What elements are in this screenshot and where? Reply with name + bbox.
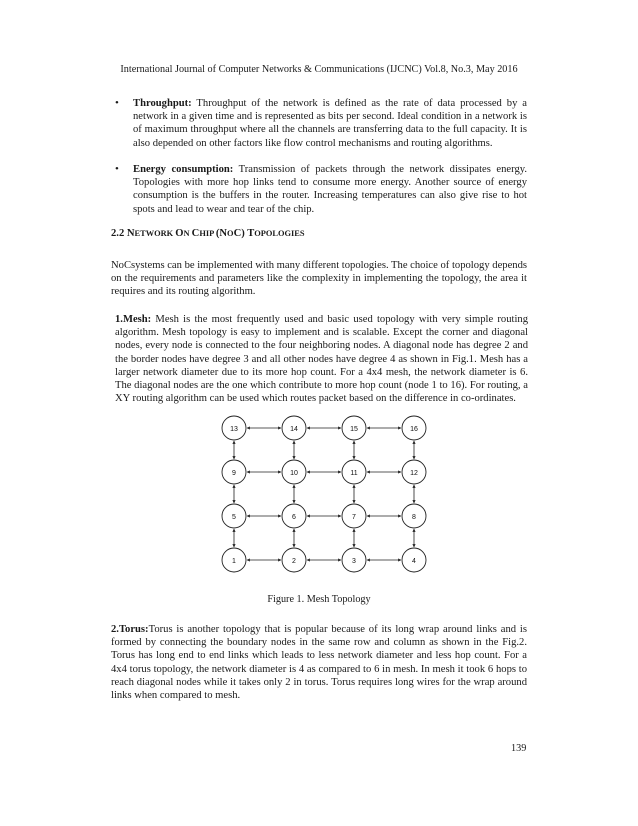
intro-paragraph: NoCsystems can be implemented with many different topologies. The choice of topology depends on the requirements and parameters like the complexity in implementing the topology, the area it requires and its routing algorithm. <box>111 260 527 298</box>
mesh-node-label: 11 <box>350 470 358 477</box>
mesh-node <box>402 460 426 484</box>
mesh-node-label: 14 <box>290 426 298 433</box>
heading-cap: C <box>191 228 200 239</box>
journal-header: International Journal of Computer Networks & Communications (IJCNC) Vol.8, No.3, May 2016 <box>120 64 518 75</box>
mesh-node <box>282 460 306 484</box>
energy-bullet <box>133 163 527 216</box>
mesh-node-label: 9 <box>232 470 236 477</box>
heading-cap: (N <box>215 228 228 239</box>
figure-caption: Figure 1. Mesh Topology <box>267 594 371 605</box>
mesh-text: Mesh is the most frequently used and basic used topology with very simple routing algorithm. Mesh topology is easy to implement and is scalable. Except the corner and diagonal nodes, every node is connected to the four neighboring nodes. A diagonal node has degree 2 and the border nodes have degree 3 and all other nodes have degree 4 as shown in Fig.1. Mesh has a larger network diameter due to its more hop count. For a 4x4 mesh, the network diameter is 6. The diagonal nodes are the one which contribute to more hop count (node 1 to 16). For routing, a XY routing algorithm can be used which routes packet based on the difference in co-ordinates. <box>115 314 528 405</box>
torus-text: Torus is another topology that is popular because of its long wrap around links and is formed by connecting the boundary nodes in the same row and column as shown in the Fig.2. Torus has long end to end links which leads to less network diameter and less hop count. For a 4x4 torus topology, the network diameter is 4 as compared to 6 in mesh. In mesh it took 6 hops to reach diagonal nodes while it takes only 2 in torus. Torus requires long wires for the wrap around links when compared to mesh. <box>111 624 527 702</box>
heading-cap: T <box>247 228 255 239</box>
mesh-node-label: 13 <box>230 426 238 433</box>
mesh-topology-diagram <box>216 413 436 578</box>
heading-cap: N <box>126 228 135 239</box>
mesh-node-label: 4 <box>412 558 416 565</box>
section-number: 2.2 <box>111 228 127 239</box>
bullet-text: Throughput of the network is defined as the rate of data processed by a network in a given time and is represented as bits per second. Ideal condition in a network is of maximum throughput where all the channels are transferring data to the full capacity. It is also depended on other factors like flow control mechanisms and routing algorithms. <box>133 98 527 149</box>
torus-paragraph <box>111 623 527 702</box>
bullet-text: Transmission of packets through the network dissipates energy. Topologies with more hop links tend to consume more energy. Another source of energy consumption is the buffers in the router. Increasing temperatures can also give rise to hot spots and lead to wear and tear of the chip. <box>133 164 527 215</box>
bullet-term: Throughput: <box>133 98 192 109</box>
mesh-node-label: 2 <box>292 558 296 565</box>
mesh-node <box>402 504 426 528</box>
heading-small-caps: N <box>183 229 192 238</box>
mesh-node-label: 16 <box>410 426 418 433</box>
heading-small-caps: O <box>227 229 234 238</box>
mesh-node-label: 6 <box>292 514 296 521</box>
mesh-node <box>282 416 306 440</box>
mesh-node-label: 7 <box>352 514 356 521</box>
mesh-node <box>222 548 246 572</box>
mesh-node-label: 3 <box>352 558 356 565</box>
mesh-node <box>282 504 306 528</box>
mesh-node <box>342 460 366 484</box>
mesh-node-label: 1 <box>232 558 236 565</box>
bullet-symbol: • <box>115 97 119 109</box>
mesh-node-label: 5 <box>232 514 236 521</box>
mesh-node <box>222 504 246 528</box>
throughput-bullet <box>133 97 527 150</box>
heading-cap: C) <box>233 228 248 239</box>
heading-cap: O <box>175 228 184 239</box>
heading-small-caps: ETWORK <box>134 229 176 238</box>
mesh-node <box>402 416 426 440</box>
mesh-node-label: 15 <box>350 426 358 433</box>
mesh-node <box>222 460 246 484</box>
mesh-paragraph <box>115 313 528 405</box>
mesh-node <box>342 504 366 528</box>
bullet-symbol: • <box>115 163 119 175</box>
mesh-node-label: 8 <box>412 514 416 521</box>
page-number: 139 <box>511 743 527 754</box>
mesh-node <box>342 416 366 440</box>
mesh-term: 1.Mesh: <box>115 314 152 325</box>
bullet-term: Energy consumption: <box>133 164 234 175</box>
section-heading <box>111 228 305 239</box>
mesh-node <box>342 548 366 572</box>
mesh-node <box>222 416 246 440</box>
mesh-node-label: 10 <box>290 470 298 477</box>
mesh-topology-figure <box>216 413 436 578</box>
heading-small-caps: HIP <box>199 229 216 238</box>
mesh-node-label: 12 <box>410 470 418 477</box>
heading-small-caps: OPOLOGIES <box>254 229 305 238</box>
mesh-node <box>402 548 426 572</box>
torus-term: 2.Torus: <box>111 624 149 635</box>
mesh-node <box>282 548 306 572</box>
